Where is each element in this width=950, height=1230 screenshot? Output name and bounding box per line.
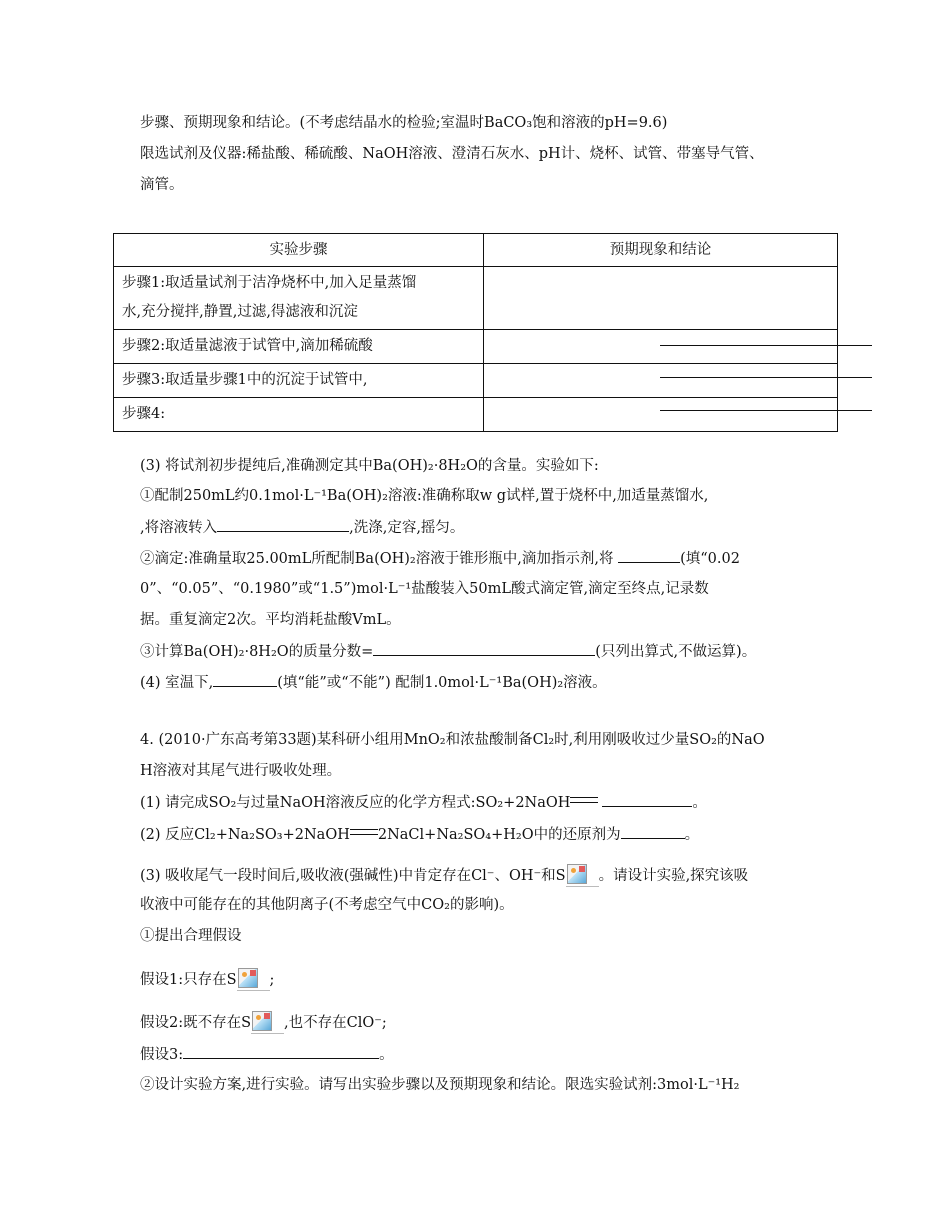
problem-4-part-2: [140, 824, 699, 845]
answer-blank-transfer[interactable]: [217, 517, 349, 532]
answer-blank-mass-fraction[interactable]: [373, 641, 595, 656]
q3-line-6: 据。重复滴定2次。平均消耗盐酸VmL。: [140, 612, 401, 628]
q3-line-4-text-a: ②滴定:准确量取25.00mL所配制Ba(OH)₂溶液于锥形瓶中,滴加指示剂,将: [140, 551, 619, 567]
answer-line-step-2[interactable]: [660, 345, 872, 346]
step-1-line-1: 步骤1:取适量试剂于洁净烧杯中,加入足量蒸馏: [122, 275, 417, 291]
intro-line-1: 步骤、预期现象和结论。(不考虑结晶水的检验;室温时BaCO₃饱和溶液的pH=9.6): [140, 115, 668, 131]
hypothesis-1-text-b: ;: [269, 972, 275, 988]
problem-4-part-3-line-1: [140, 864, 748, 887]
answer-blank-concentration[interactable]: [618, 548, 680, 563]
table-row: [114, 364, 838, 398]
problem-4-part-3-line-2: 收液中可能存在的其他阴离子(不考虑空气中CO₂的影响)。: [140, 897, 514, 913]
q3-line-4: [140, 548, 740, 569]
table-cell-step: [114, 267, 484, 330]
table-cell-result[interactable]: [484, 330, 838, 364]
q3-line-2: ①配制250mL约0.1mol·L⁻¹Ba(OH)₂溶液:准确称取w g试样,置于烧杯中,加适量蒸馏水,: [140, 488, 709, 504]
problem-4-part-1: [140, 792, 707, 813]
formula-image-placeholder: [566, 864, 599, 887]
answer-blank-hypothesis-3[interactable]: [183, 1044, 379, 1059]
table-header-results: 预期现象和结论: [484, 234, 838, 267]
problem-4-part-3-line-3: ①提出合理假设: [140, 928, 242, 944]
table-cell-result[interactable]: [484, 398, 838, 432]
answer-line-step-3[interactable]: [660, 377, 872, 378]
hypothesis-2-text-a: 假设2:既不存在S: [140, 1015, 252, 1031]
table-cell-step: 步骤4:: [114, 398, 484, 432]
q3-line-1: (3) 将试剂初步提纯后,准确测定其中Ba(OH)₂·8H₂O的含量。实验如下:: [140, 458, 599, 474]
answer-blank-can-or-cannot[interactable]: [213, 672, 277, 687]
equals-sign-double-line: [570, 797, 598, 803]
experiment-table: [113, 233, 838, 432]
answer-blank-equation[interactable]: [602, 792, 692, 807]
answer-line-step-4[interactable]: [660, 410, 872, 411]
p4-part-2-text-b: 2NaCl+Na₂SO₄+H₂O中的还原剂为: [377, 827, 621, 843]
q3-line-3-text-a: ,将溶液转入: [140, 520, 218, 536]
p4-part-3-text-a: (3) 吸收尾气一段时间后,吸收液(强碱性)中肯定存在Cl⁻、OH⁻和S: [140, 868, 566, 884]
table-cell-step: 步骤2:取适量滤液于试管中,滴加稀硫酸: [114, 330, 484, 364]
answer-blank-reducing-agent[interactable]: [621, 824, 685, 839]
problem-4-line-2: H溶液对其尾气进行吸收处理。: [140, 763, 342, 779]
intro-line-2: 限选试剂及仪器:稀盐酸、稀硫酸、NaOH溶液、澄清石灰水、pH计、烧杯、试管、带塞导气管、: [140, 146, 764, 162]
table-row: [114, 330, 838, 364]
p4-part-1-text-a: (1) 请完成SO₂与过量NaOH溶液反应的化学方程式:SO₂+2NaOH: [140, 795, 571, 811]
q3-line-7: [140, 641, 756, 662]
hypothesis-2: [140, 1011, 387, 1034]
table-header-row: [114, 234, 838, 267]
q3-line-3-text-b: ,洗涤,定容,摇匀。: [349, 520, 465, 536]
p4-part-2-text-a: (2) 反应Cl₂+Na₂SO₃+2NaOH: [140, 827, 350, 843]
q4-line-1: [140, 672, 607, 693]
q3-line-4-text-b: (填“0.02: [680, 551, 740, 567]
formula-image-placeholder: [251, 1011, 284, 1034]
broken-image-icon: [252, 1011, 272, 1031]
q4-text-b: (填“能”或“不能”) 配制1.0mol·L⁻¹Ba(OH)₂溶液。: [277, 675, 607, 691]
q3-line-3: [140, 517, 464, 538]
broken-image-icon: [238, 968, 258, 988]
table-header-steps: 实验步骤: [114, 234, 484, 267]
q3-line-7-text-a: ③计算Ba(OH)₂·8H₂O的质量分数=: [140, 644, 374, 660]
intro-line-3: 滴管。: [140, 177, 184, 193]
p4-part-3-text-b: 。请设计实验,探究该吸: [598, 868, 749, 884]
hypothesis-3-text-a: 假设3:: [140, 1047, 184, 1063]
table-row: [114, 267, 838, 330]
table-cell-result[interactable]: [484, 267, 838, 330]
equals-sign-double-line: [350, 829, 378, 835]
p4-part-2-text-c: 。: [684, 827, 700, 843]
q3-line-5: 0”、“0.05”、“0.1980”或“1.5”)mol·L⁻¹盐酸装入50mL酸式滴定管,滴定至终点,记录数: [140, 581, 709, 597]
table-cell-step: 步骤3:取适量步骤1中的沉淀于试管中,: [114, 364, 484, 398]
problem-4-line-1: 4. (2010·广东高考第33题)某科研小组用MnO₂和浓盐酸制备Cl₂时,利用刚吸收过少量SO₂的NaO: [140, 732, 765, 748]
hypothesis-1: [140, 968, 274, 991]
q3-line-7-text-b: (只列出算式,不做运算)。: [595, 644, 757, 660]
problem-4-part-3-design: ②设计实验方案,进行实验。请写出实验步骤以及预期现象和结论。限选实验试剂:3mol·L⁻¹H₂: [140, 1077, 740, 1093]
hypothesis-3-text-b: 。: [379, 1047, 394, 1063]
q4-text-a: (4) 室温下,: [140, 675, 214, 691]
table-row: [114, 398, 838, 432]
hypothesis-3: [140, 1044, 394, 1065]
formula-image-placeholder: [237, 968, 270, 991]
hypothesis-2-text-b: ,也不存在ClO⁻;: [284, 1015, 387, 1031]
step-1-line-2: 水,充分搅拌,静置,过滤,得滤液和沉淀: [122, 304, 358, 320]
broken-image-icon: [567, 864, 587, 884]
hypothesis-1-text-a: 假设1:只存在S: [140, 972, 237, 988]
p4-part-1-text-b: 。: [692, 795, 707, 811]
table-cell-result[interactable]: [484, 364, 838, 398]
